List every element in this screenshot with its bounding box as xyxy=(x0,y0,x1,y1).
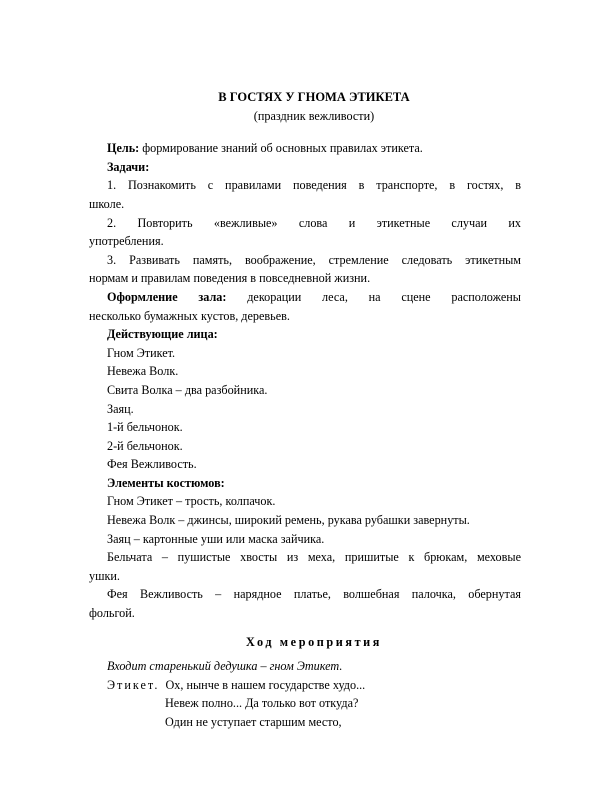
costumes-label: Элементы костюмов: xyxy=(107,475,225,490)
speech-line: Невеж полно... Да только вот откуда? xyxy=(165,696,359,711)
character-item: 1-й бельчонок. xyxy=(107,420,183,435)
tasks-label: Задачи: xyxy=(107,159,150,174)
speech-line-first xyxy=(107,676,521,695)
event-heading: Ход мероприятия xyxy=(246,634,382,649)
speech-line: Один не уступает старшим место, xyxy=(165,715,342,729)
character-item: 2-й бельчонок. xyxy=(107,438,183,453)
character-item: Гном Этикет. xyxy=(107,345,176,360)
character-item: Фея Вежливость. xyxy=(107,457,197,472)
speech-line: Ох, нынче в нашем государстве худо... xyxy=(165,677,366,692)
speaker-name: Этикет. xyxy=(107,677,160,692)
character-item: Невежа Волк. xyxy=(107,364,179,379)
page-title: В ГОСТЯХ У ГНОМА ЭТИКЕТА xyxy=(218,90,410,104)
task-3-line2: нормам и правилам поведения в повседневной жизни. xyxy=(89,271,371,286)
decor-label: Оформление зала: xyxy=(107,289,227,304)
task-1-line2: школе. xyxy=(89,196,125,211)
costume-item-cont: фольгой. xyxy=(89,606,135,621)
task-2-line2: употребления. xyxy=(89,234,164,249)
goal-paragraph xyxy=(107,139,521,158)
decor-text-line1: декорации леса, на сцене расположены xyxy=(226,289,521,304)
goal-text: формирование знаний об основных правилах этикета. xyxy=(139,141,423,156)
task-3-line1: 3. Развивать память, воображение, стремление следовать этикетным xyxy=(107,252,521,267)
decor-paragraph xyxy=(107,288,521,307)
page-subtitle: (праздник вежливости) xyxy=(253,108,375,123)
task-1-line1: 1. Познакомить с правилами поведения в транспорте, в гостях, в xyxy=(107,178,521,193)
goal-label: Цель: xyxy=(107,141,140,156)
stage-direction: Входит старенький дедушка – гном Этикет. xyxy=(107,659,343,674)
costume-item: Заяц – картонные уши или маска зайчика. xyxy=(107,531,325,546)
character-item: Заяц. xyxy=(107,401,134,416)
decor-text-line2: несколько бумажных кустов, деревьев. xyxy=(89,308,290,323)
characters-label: Действующие лица: xyxy=(107,327,218,342)
task-2-line1: 2. Повторить «вежливые» слова и этикетные случаи их xyxy=(107,215,521,230)
costume-item: Фея Вежливость – нарядное платье, волшебная палочка, обернутая xyxy=(107,587,521,602)
costume-item: Бельчата – пушистые хвосты из меха, пришитые к брюкам, меховые xyxy=(107,550,521,565)
costume-item-cont: ушки. xyxy=(89,568,120,583)
character-item: Свита Волка – два разбойника. xyxy=(107,382,268,397)
costume-item: Невежа Волк – джинсы, широкий ремень, рукава рубашки завернуты. xyxy=(107,513,470,528)
costume-item: Гном Этикет – трость, колпачок. xyxy=(107,494,276,509)
document-body xyxy=(89,88,521,732)
